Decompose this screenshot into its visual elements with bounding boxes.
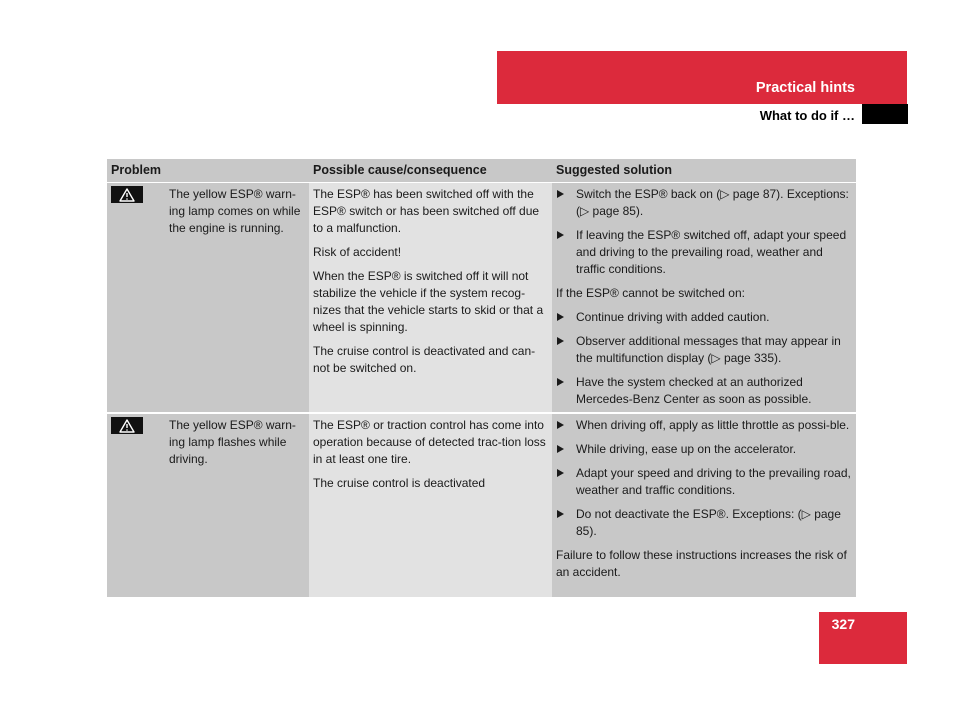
solution-text: If leaving the ESP® switched off, adapt your speed and driving to the prevailing road, weather and traffic conditions.	[576, 228, 847, 276]
solution-text: When driving off, apply as little throttle as possi-ble.	[576, 418, 850, 432]
solution-footer: Failure to follow these instructions increases the risk of an accident.	[556, 548, 847, 579]
warning-triangle-icon	[111, 186, 143, 203]
cause-text: The cruise control is deactivated and can-not be switched on.	[313, 344, 536, 375]
table-row	[107, 183, 856, 414]
list-item	[556, 417, 852, 434]
subsection-marker	[862, 104, 908, 124]
cause-text: When the ESP® is switched off it will not stabilize the vehicle if the system recog-nizes that the vehicle starts to skid or that a wheel is spinning.	[313, 269, 544, 334]
list-item	[556, 465, 852, 499]
table-header-row	[107, 159, 856, 183]
problem-text	[169, 186, 305, 237]
list-item	[556, 374, 852, 408]
header-problem: Problem	[107, 159, 309, 183]
header-bar	[497, 51, 907, 104]
page-number: 327	[831, 616, 855, 632]
warning-triangle-icon	[111, 417, 143, 434]
bullet-arrow-icon	[557, 510, 564, 518]
list-item	[556, 333, 852, 367]
cause-text: The ESP® or traction control has come into operation because of detected trac-tion loss in at least one tire.	[313, 418, 546, 466]
problem-line: The yellow ESP® warn-	[169, 187, 296, 201]
problem-line: ing lamp flashes while	[169, 435, 287, 449]
problem-line: The yellow ESP® warn-	[169, 418, 296, 432]
header-cause: Possible cause/consequence	[309, 159, 552, 183]
table-row	[107, 413, 856, 597]
bullet-arrow-icon	[557, 421, 564, 429]
section-title: Practical hints	[755, 80, 855, 96]
solution-text: Observer additional messages that may appear in the multifunction display (▷ page 335).	[576, 334, 841, 365]
solution-text: While driving, ease up on the accelerator.	[576, 442, 797, 456]
bullet-arrow-icon	[557, 190, 564, 198]
bullet-arrow-icon	[557, 231, 564, 239]
problem-cell	[107, 413, 309, 597]
bullet-arrow-icon	[557, 378, 564, 386]
problem-line: the engine is running.	[169, 221, 284, 235]
page-number-box	[819, 612, 907, 664]
list-item	[556, 227, 852, 278]
cause-text: The cruise control is deactivated	[313, 476, 486, 490]
cause-text: Risk of accident!	[313, 245, 402, 259]
solution-list	[556, 186, 852, 278]
solution-note: If the ESP® cannot be switched on:	[556, 286, 745, 300]
solution-text: Do not deactivate the ESP®. Exceptions: (▷ page 85).	[576, 507, 841, 538]
problem-line: ing lamp comes on while	[169, 204, 301, 218]
list-item	[556, 186, 852, 220]
solution-text: Switch the ESP® back on (▷ page 87). Exceptions: (▷ page 85).	[576, 187, 849, 218]
list-item	[556, 506, 852, 540]
list-item	[556, 441, 852, 458]
solution-text: Continue driving with added caution.	[576, 310, 770, 324]
cause-cell	[309, 413, 552, 597]
bullet-arrow-icon	[557, 313, 564, 321]
subsection-title: What to do if …	[759, 108, 855, 123]
bullet-arrow-icon	[557, 445, 564, 453]
solution-cell	[552, 413, 856, 597]
list-item	[556, 309, 852, 326]
problem-text	[169, 417, 305, 468]
solution-text: Have the system checked at an authorized Mercedes-Benz Center as soon as possible.	[576, 375, 812, 406]
cause-text: The ESP® has been switched off with the ESP® switch or has been switched off due to a malfunction.	[313, 187, 540, 235]
bullet-arrow-icon	[557, 337, 564, 345]
solution-list	[556, 309, 852, 408]
problem-cell	[107, 183, 309, 414]
cause-cell	[309, 183, 552, 414]
solution-cell	[552, 183, 856, 414]
problem-line: driving.	[169, 452, 208, 466]
header-solution: Suggested solution	[552, 159, 856, 183]
solution-list	[556, 417, 852, 540]
hints-table	[107, 159, 856, 597]
solution-text: Adapt your speed and driving to the prevailing road, weather and traffic conditions.	[576, 466, 851, 497]
bullet-arrow-icon	[557, 469, 564, 477]
